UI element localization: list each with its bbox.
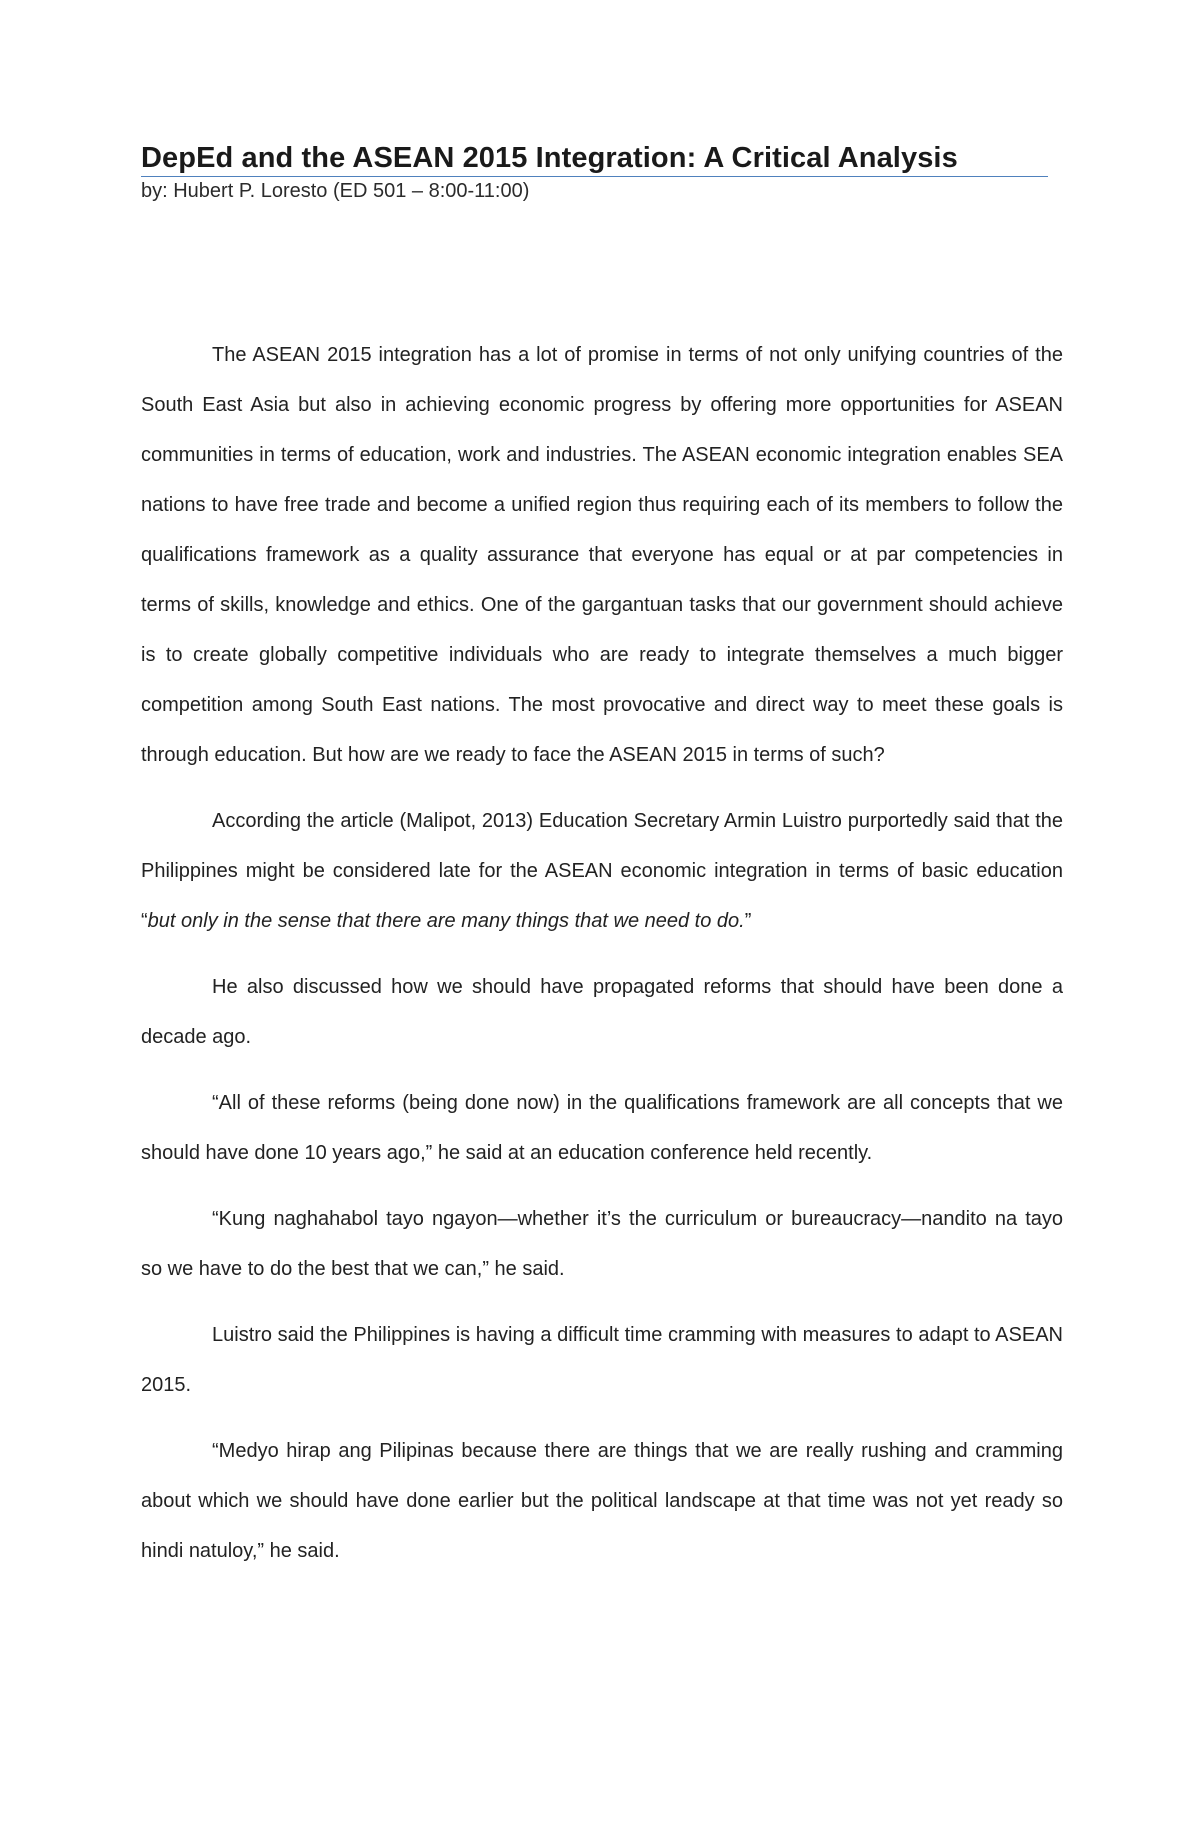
title-underline — [141, 176, 1048, 177]
citation-lead-text: According the article (Malipot, 2013) Education Secretary Armin Luistro purportedly said that the Philippines might be considered late for the ASEAN economic integration in terms of basic education “ — [141, 810, 1063, 932]
paragraph-difficult-time: Luistro said the Philippines is having a difficult time cramming with measures to adapt to ASEAN 2015. — [141, 1324, 1063, 1396]
citation-quote-italic: but only in the sense that there are many things that we need to do. — [147, 910, 745, 932]
paragraph-quote-reforms: “All of these reforms (being done now) in the qualifications framework are all concepts that we should have done 10 years ago,” he said at an education conference held recently. — [141, 1092, 1063, 1164]
paragraph-article-citation — [141, 796, 1063, 946]
citation-closing-quote: ” — [744, 910, 752, 932]
paragraph-reforms: He also discussed how we should have propagated reforms that should have been done a decade ago. — [141, 976, 1063, 1048]
document-byline: by: Hubert P. Loresto (ED 501 – 8:00-11:00) — [141, 180, 530, 202]
paragraph-intro: The ASEAN 2015 integration has a lot of promise in terms of not only unifying countries of the South East Asia but also in achieving economic progress by offering more opportunities for ASEAN communities in terms of education, work and industries. The ASEAN economic integration enables SEA nations to have free trade and become a unified region thus requiring each of its members to follow the qualifications framework as a quality assurance that everyone has equal or at par competencies in terms of skills, knowledge and ethics. One of the gargantuan tasks that our government should achieve is to create globally competitive individuals who are ready to integrate themselves a much bigger competition among South East nations. The most provocative and direct way to meet these goals is through education. But how are we ready to face the ASEAN 2015 in terms of such? — [141, 344, 1063, 766]
paragraph-quote-naghahabol: “Kung naghahabol tayo ngayon—whether it’s the curriculum or bureaucracy—nandito na tayo so we have to do the best that we can,” he said. — [141, 1208, 1063, 1280]
document-body — [141, 330, 1063, 1592]
title-block — [141, 140, 1051, 203]
document-title: DepEd and the ASEAN 2015 Integration: A Critical Analysis — [141, 142, 958, 174]
paragraph-quote-medyo-hirap: “Medyo hirap ang Pilipinas because there are things that we are really rushing and cramming about which we should have done earlier but the political landscape at that time was not yet ready so hindi natuloy,” he said. — [141, 1440, 1063, 1562]
